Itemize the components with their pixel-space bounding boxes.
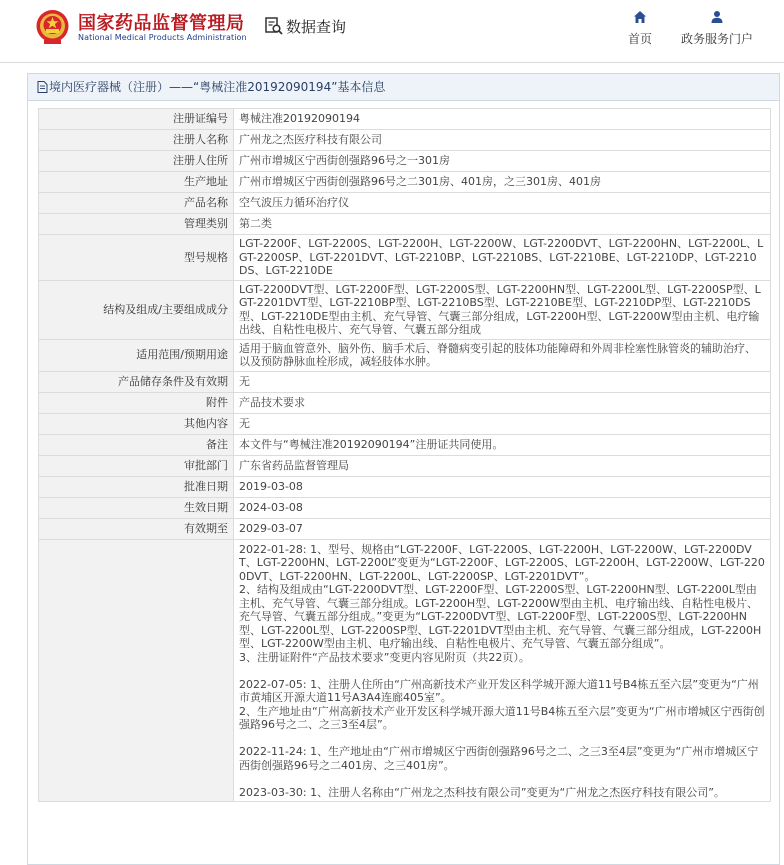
field-label: 附件: [39, 392, 234, 413]
data-query-icon: [264, 16, 284, 36]
table-row: [39, 371, 771, 392]
field-label: 适用范围/预期用途: [39, 339, 234, 371]
field-label: 备注: [39, 434, 234, 455]
field-label: 产品名称: [39, 193, 234, 214]
nav-home-label: 首页: [627, 32, 652, 46]
table-row: [39, 151, 771, 172]
table-row: [39, 193, 771, 214]
table-row: [39, 518, 771, 539]
table-row: [39, 109, 771, 130]
field-label: 生效日期: [39, 497, 234, 518]
field-value: 粤械注准20192090194: [234, 109, 771, 130]
site-header: [0, 0, 784, 63]
field-label: 批准日期: [39, 476, 234, 497]
field-label: 型号规格: [39, 235, 234, 281]
table-row: [39, 413, 771, 434]
table-row: [39, 280, 771, 339]
field-label: 有效期至: [39, 518, 234, 539]
table-row: [39, 434, 771, 455]
change-history: 2022-01-28: 1、型号、规格由“LGT-2200F、LGT-2200S、LGT-2200H、LGT-2200W、LGT-2200DVT、LGT-2200HN、LGT-2200L”变更为“LGT-2200F、LGT-2200S、LGT-2200H、LGT-2200W、LGT-2200DVT、LGT-2200HN、LGT-2200L、LGT-2200SP、LGT-2201DVT”。 2、结构及组成由“LGT-2200DVT型、LGT-2200F型、LGT-2200S型、LGT-2200HN型、LGT-2200L型由主机、充气导管、气囊三部分组成。LGT-2200H型、LGT-2200W型由主机、电疗输出线、自粘性电极片、充气导管、气囊五部分组成。”变更为“LGT-2200DVT型、LGT-2200F型、LGT-2200S型、LGT-2200HN型、LGT-2200L型、LGT-2200SP型、LGT-2201DVT型由主机、充气导管、气囊三部分组成，LGT-2200H型、LGT-2200W型由主机、电疗输出线、自粘性电极片、充气导管、气囊五部分组成”。 3、注册证附件“产品技术要求”变更内容见附页（共22页）。 2022-07-05: 1、注册人住所由“广州高新技术产业开发区科学城开源大道11号B4栋五至六层”变更为“广州市黄埔区开源大道11号A3A4连廊405室”。 2、生产地址由“广州高新技术产业开发区科学城开源大道11号B4栋五至六层”变更为“广州市增城区宁西街创强路96号之二、之三3至4层”。 2022-11-24: 1、生产地址由“广州市增城区宁西街创强路96号之二、之三3至4层”变更为“广州市增城区宁西街创强路96号之二401房、之三401房”。 2023-03-30: 1、注册人名称由“广州龙之杰科技有限公司”变更为“广州龙之杰医疗科技有限公司”。: [234, 539, 771, 802]
field-label: 注册人名称: [39, 130, 234, 151]
registration-info-table: [38, 108, 771, 802]
table-row: [39, 130, 771, 151]
field-value: 2019-03-08: [234, 476, 771, 497]
field-value: 本文件与“粤械注准20192090194”注册证共同使用。: [234, 434, 771, 455]
field-value: 广州龙之杰医疗科技有限公司: [234, 130, 771, 151]
field-value: 空气波压力循环治疗仪: [234, 193, 771, 214]
field-value: 广州市增城区宁西街创强路96号之二301房、401房，之三301房、401房: [234, 172, 771, 193]
field-value: 2029-03-07: [234, 518, 771, 539]
table-row: [39, 214, 771, 235]
nav-service-label: 政务服务门户: [680, 32, 753, 46]
document-icon: [37, 81, 48, 93]
org-name-en[interactable]: National Medical Products Administration: [78, 33, 247, 42]
detail-panel: [27, 73, 780, 865]
table-row: [39, 339, 771, 371]
panel-title: [28, 74, 779, 101]
field-label: 审批部门: [39, 455, 234, 476]
user-icon: [710, 10, 724, 24]
data-query-link[interactable]: [264, 14, 346, 38]
field-label: 注册人住所: [39, 151, 234, 172]
field-label: 产品储存条件及有效期: [39, 371, 234, 392]
data-query-label: 数据查询: [286, 17, 347, 36]
field-label: 管理类别: [39, 214, 234, 235]
table-row: [39, 497, 771, 518]
table-row: [39, 476, 771, 497]
field-value: LGT-2200DVT型、LGT-2200F型、LGT-2200S型、LGT-2200HN型、LGT-2200L型、LGT-2200SP型、LGT-2201DVT型、LGT-2210BP型、LGT-2210BS型、LGT-2210BE型、LGT-2210DP型、LGT-2210DS型、LGT-2210DE型由主机、充气导管、气囊三部分组成，LGT-2200H型、LGT-2200W型由主机、电疗输出线、自粘性电极片、充气导管、气囊五部分组成: [234, 280, 771, 339]
org-name-cn[interactable]: 国家药品监督管理局: [78, 13, 245, 34]
field-value: 2024-03-08: [234, 497, 771, 518]
nav-home[interactable]: [622, 10, 658, 47]
change-history-label: [39, 539, 234, 802]
field-value: LGT-2200F、LGT-2200S、LGT-2200H、LGT-2200W、LGT-2200DVT、LGT-2200HN、LGT-2200L、LGT-2200SP、LGT-2201DVT、LGT-2210BP、LGT-2210BS、LGT-2210BE、LGT-2210DP、LGT-2210DS、LGT-2210DE: [234, 235, 771, 281]
home-icon: [633, 10, 647, 24]
table-row: [39, 392, 771, 413]
field-value: 无: [234, 413, 771, 434]
field-label: 注册证编号: [39, 109, 234, 130]
field-value: 广州市增城区宁西街创强路96号之一301房: [234, 151, 771, 172]
field-value: 无: [234, 371, 771, 392]
national-emblem-icon: [35, 8, 70, 46]
field-value: 产品技术要求: [234, 392, 771, 413]
field-value: 第二类: [234, 214, 771, 235]
table-row: [39, 455, 771, 476]
panel-title-text: 境内医疗器械（注册）——“粤械注准20192090194”基本信息: [49, 80, 386, 94]
field-label: 结构及组成/主要组成成分: [39, 280, 234, 339]
nav-service-portal[interactable]: [676, 10, 758, 47]
field-value: 广东省药品监督管理局: [234, 455, 771, 476]
field-label: 生产地址: [39, 172, 234, 193]
table-row: [39, 235, 771, 281]
field-value: 适用于脑血管意外、脑外伤、脑手术后、脊髓病变引起的肢体功能障碍和外周非栓塞性脉管炎的辅助治疗、以及预防静脉血栓形成，减轻肢体水肿。: [234, 339, 771, 371]
field-label: 其他内容: [39, 413, 234, 434]
table-row: [39, 172, 771, 193]
table-row: [39, 539, 771, 802]
